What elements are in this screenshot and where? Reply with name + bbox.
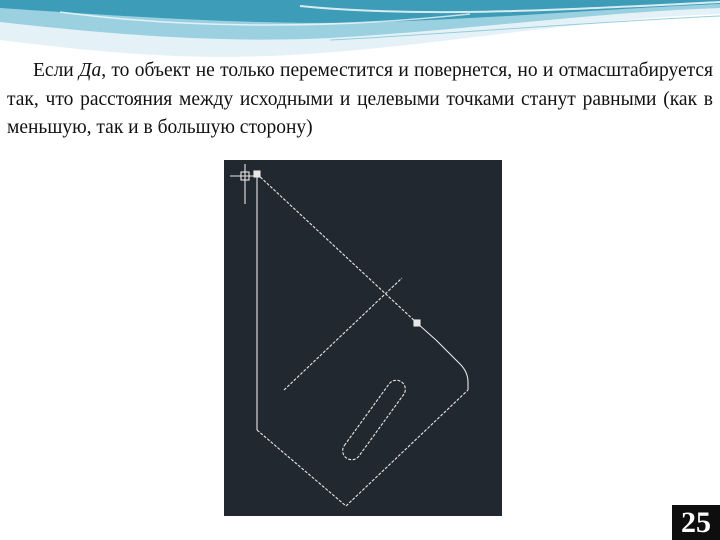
paragraph-text-rest: , то объект не только переместится и повернется, но и отмасштабируется так, что расстояния между исходными и целевыми точками станут равными (как в меньшую, так и в большую сторону) [7, 60, 713, 138]
page-number: 25 [672, 505, 720, 540]
object-right-edge [346, 390, 468, 506]
body-paragraph [7, 57, 713, 143]
target-point-marker [414, 320, 420, 326]
paragraph-text-start: Если [33, 60, 80, 81]
object-upper-edge [418, 324, 436, 340]
slot-outline [339, 377, 409, 464]
object-rounded-corner [436, 340, 468, 390]
italic-option-word: Да [79, 60, 102, 81]
cad-drawing-screenshot [224, 160, 502, 516]
inner-guide-line [284, 278, 402, 390]
object-bottom-edge [257, 430, 346, 506]
source-point-marker [254, 171, 260, 177]
alignment-reference-line [257, 174, 418, 324]
header-wave-decoration [0, 0, 720, 62]
